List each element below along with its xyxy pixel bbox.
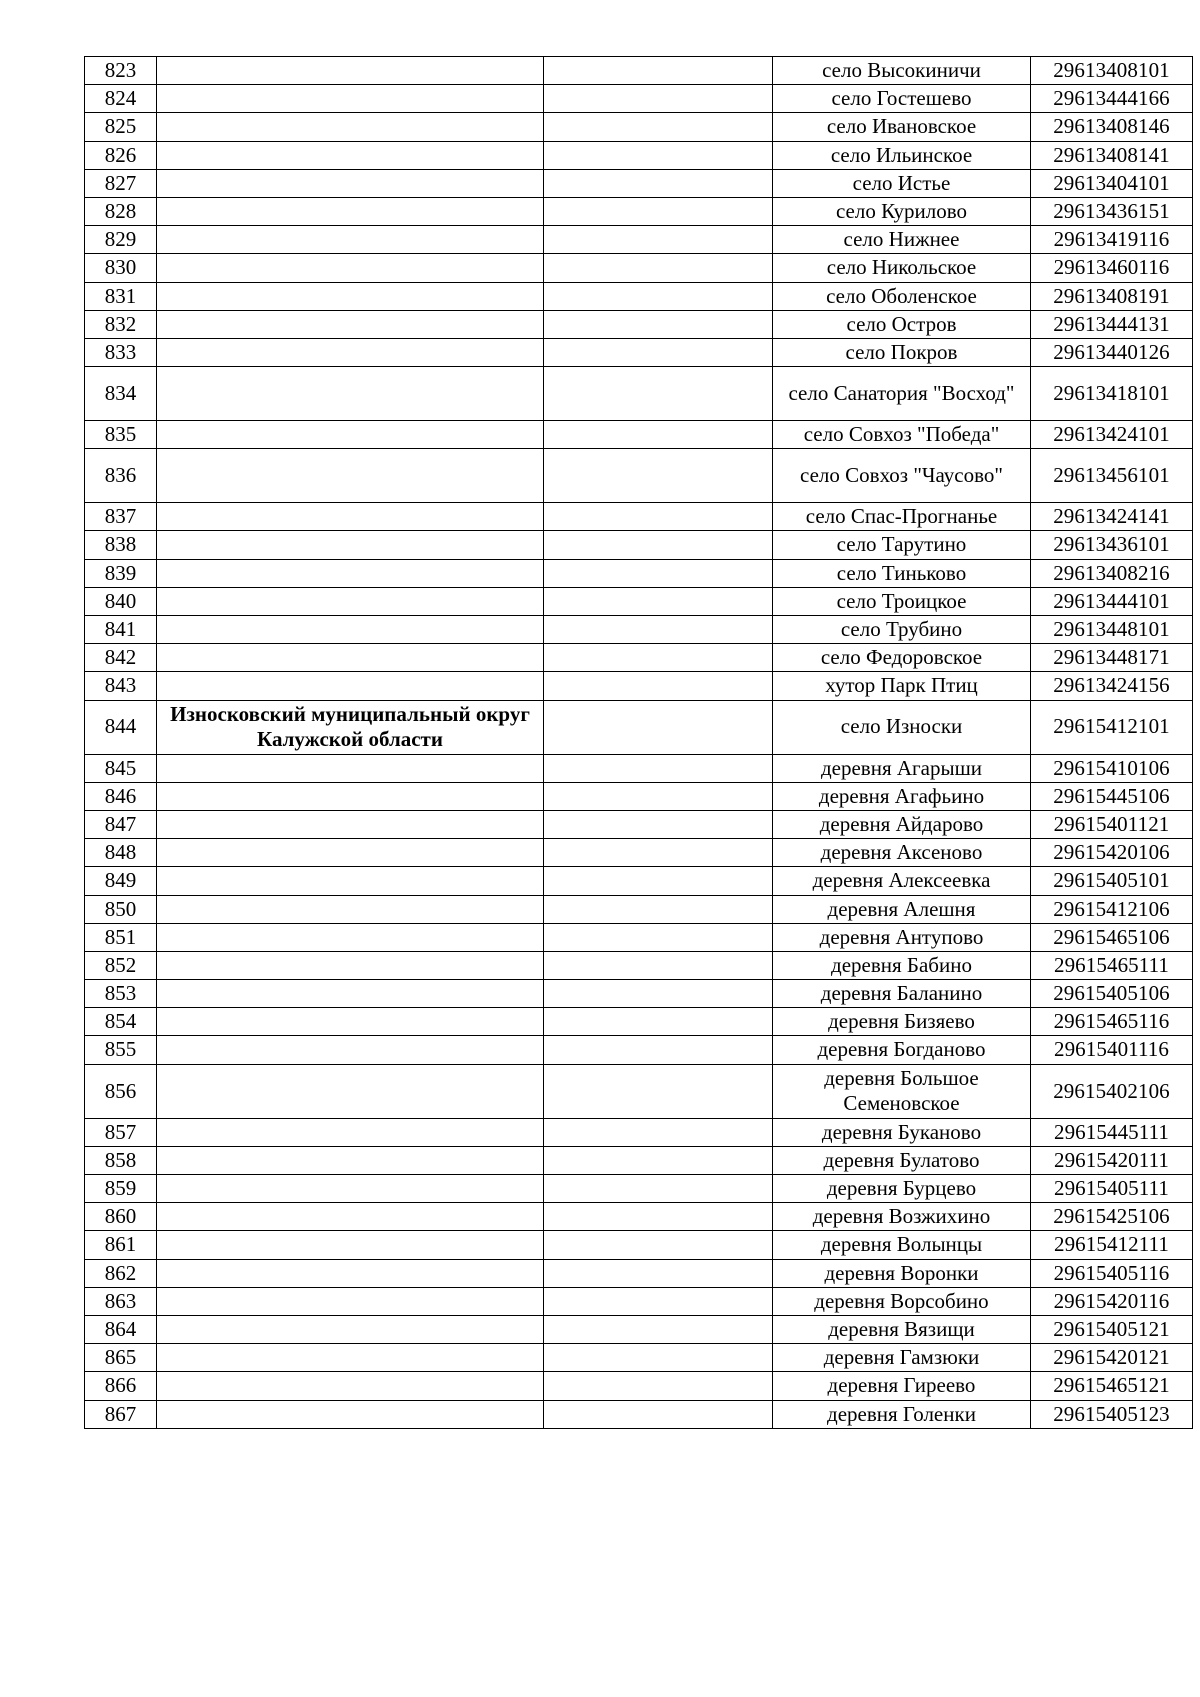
table-row xyxy=(85,1175,1193,1203)
empty-column-cell xyxy=(544,782,773,810)
row-number-cell: 839 xyxy=(85,559,157,587)
empty-column-cell xyxy=(544,1146,773,1174)
empty-column-cell xyxy=(544,1064,773,1118)
settlement-name-cell: село Курилово xyxy=(773,197,1031,225)
empty-column-cell xyxy=(544,113,773,141)
row-number-cell: 855 xyxy=(85,1036,157,1064)
row-number-cell: 846 xyxy=(85,782,157,810)
empty-column-cell xyxy=(544,338,773,366)
empty-column-cell xyxy=(544,141,773,169)
settlement-name-cell: деревня Агарыши xyxy=(773,754,1031,782)
row-number-cell: 830 xyxy=(85,254,157,282)
municipality-cell xyxy=(157,338,544,366)
empty-column-cell xyxy=(544,449,773,503)
empty-column-cell xyxy=(544,85,773,113)
empty-column-cell xyxy=(544,254,773,282)
settlement-name-cell: деревня Волынцы xyxy=(773,1231,1031,1259)
row-number-cell: 848 xyxy=(85,839,157,867)
empty-column-cell xyxy=(544,503,773,531)
row-number-cell: 838 xyxy=(85,531,157,559)
table-row xyxy=(85,810,1193,838)
row-number-cell: 847 xyxy=(85,810,157,838)
empty-column-cell xyxy=(544,1315,773,1343)
settlement-name-cell: деревня Вязищи xyxy=(773,1315,1031,1343)
municipality-cell xyxy=(157,113,544,141)
settlement-name-cell: деревня Булатово xyxy=(773,1146,1031,1174)
oktmo-code-cell: 29613444101 xyxy=(1031,587,1193,615)
empty-column-cell xyxy=(544,282,773,310)
oktmo-code-cell: 29615405123 xyxy=(1031,1400,1193,1428)
table-row xyxy=(85,367,1193,421)
empty-column-cell xyxy=(544,1203,773,1231)
empty-column-cell xyxy=(544,810,773,838)
table-row xyxy=(85,310,1193,338)
empty-column-cell xyxy=(544,1344,773,1372)
empty-column-cell xyxy=(544,923,773,951)
row-number-cell: 853 xyxy=(85,980,157,1008)
municipality-cell xyxy=(157,310,544,338)
municipality-cell xyxy=(157,421,544,449)
municipality-cell xyxy=(157,503,544,531)
table-row xyxy=(85,1287,1193,1315)
empty-column-cell xyxy=(544,1036,773,1064)
municipality-cell xyxy=(157,1231,544,1259)
settlement-name-cell: село Троицкое xyxy=(773,587,1031,615)
row-number-cell: 865 xyxy=(85,1344,157,1372)
empty-column-cell xyxy=(544,616,773,644)
oktmo-code-cell: 29615465116 xyxy=(1031,1008,1193,1036)
row-number-cell: 836 xyxy=(85,449,157,503)
table-row xyxy=(85,867,1193,895)
settlement-name-cell: деревня Возжихино xyxy=(773,1203,1031,1231)
settlement-name-cell: деревня Алексеевка xyxy=(773,867,1031,895)
settlement-name-cell: деревня Богданово xyxy=(773,1036,1031,1064)
empty-column-cell xyxy=(544,951,773,979)
settlement-name-cell: деревня Бабино xyxy=(773,951,1031,979)
municipality-cell xyxy=(157,254,544,282)
empty-column-cell xyxy=(544,531,773,559)
municipality-cell xyxy=(157,923,544,951)
municipality-cell xyxy=(157,1146,544,1174)
oktmo-code-cell: 29613408191 xyxy=(1031,282,1193,310)
settlement-name-cell: деревня Баланино xyxy=(773,980,1031,1008)
settlement-name-cell: село Совхоз "Чаусово" xyxy=(773,449,1031,503)
municipality-cell xyxy=(157,141,544,169)
table-row xyxy=(85,503,1193,531)
table-row xyxy=(85,1118,1193,1146)
municipality-cell xyxy=(157,587,544,615)
settlement-name-cell: деревня Голенки xyxy=(773,1400,1031,1428)
settlements-table-body xyxy=(85,57,1193,1429)
oktmo-code-cell: 29615412111 xyxy=(1031,1231,1193,1259)
municipality-cell xyxy=(157,1203,544,1231)
oktmo-code-cell: 29613436151 xyxy=(1031,197,1193,225)
empty-column-cell xyxy=(544,310,773,338)
table-row xyxy=(85,923,1193,951)
settlement-name-cell: деревня Антупово xyxy=(773,923,1031,951)
row-number-cell: 851 xyxy=(85,923,157,951)
empty-column-cell xyxy=(544,1259,773,1287)
settlement-name-cell: деревня Аксеново xyxy=(773,839,1031,867)
table-row xyxy=(85,1315,1193,1343)
empty-column-cell xyxy=(544,1287,773,1315)
row-number-cell: 860 xyxy=(85,1203,157,1231)
empty-column-cell xyxy=(544,839,773,867)
settlement-name-cell: село Истье xyxy=(773,169,1031,197)
municipality-cell xyxy=(157,1259,544,1287)
empty-column-cell xyxy=(544,672,773,700)
settlement-name-cell: деревня Бурцево xyxy=(773,1175,1031,1203)
row-number-cell: 824 xyxy=(85,85,157,113)
row-number-cell: 827 xyxy=(85,169,157,197)
table-row xyxy=(85,895,1193,923)
municipality-cell xyxy=(157,951,544,979)
empty-column-cell xyxy=(544,421,773,449)
table-row xyxy=(85,616,1193,644)
row-number-cell: 826 xyxy=(85,141,157,169)
oktmo-code-cell: 29615425106 xyxy=(1031,1203,1193,1231)
municipality-cell xyxy=(157,1118,544,1146)
row-number-cell: 862 xyxy=(85,1259,157,1287)
table-row xyxy=(85,1064,1193,1118)
municipality-cell xyxy=(157,1036,544,1064)
municipality-cell xyxy=(157,644,544,672)
table-row xyxy=(85,754,1193,782)
row-number-cell: 841 xyxy=(85,616,157,644)
row-number-cell: 854 xyxy=(85,1008,157,1036)
empty-column-cell xyxy=(544,226,773,254)
empty-column-cell xyxy=(544,587,773,615)
table-row xyxy=(85,587,1193,615)
row-number-cell: 864 xyxy=(85,1315,157,1343)
empty-column-cell xyxy=(544,559,773,587)
table-row xyxy=(85,421,1193,449)
municipality-cell xyxy=(157,754,544,782)
table-row xyxy=(85,1008,1193,1036)
settlement-name-cell: село Ильинское xyxy=(773,141,1031,169)
oktmo-code-cell: 29613408141 xyxy=(1031,141,1193,169)
municipality-cell xyxy=(157,1372,544,1400)
empty-column-cell xyxy=(544,700,773,754)
oktmo-code-cell: 29615420116 xyxy=(1031,1287,1193,1315)
empty-column-cell xyxy=(544,867,773,895)
row-number-cell: 828 xyxy=(85,197,157,225)
row-number-cell: 852 xyxy=(85,951,157,979)
oktmo-code-cell: 29613424141 xyxy=(1031,503,1193,531)
municipality-cell xyxy=(157,672,544,700)
settlement-name-cell: деревня Буканово xyxy=(773,1118,1031,1146)
empty-column-cell xyxy=(544,644,773,672)
settlement-name-cell: село Трубино xyxy=(773,616,1031,644)
oktmo-code-cell: 29613418101 xyxy=(1031,367,1193,421)
table-row xyxy=(85,1259,1193,1287)
settlement-name-cell: село Спас-Прогнанье xyxy=(773,503,1031,531)
oktmo-code-cell: 29615405116 xyxy=(1031,1259,1193,1287)
row-number-cell: 835 xyxy=(85,421,157,449)
oktmo-code-cell: 29615465121 xyxy=(1031,1372,1193,1400)
oktmo-code-cell: 29615420121 xyxy=(1031,1344,1193,1372)
row-number-cell: 861 xyxy=(85,1231,157,1259)
table-row xyxy=(85,449,1193,503)
settlement-name-cell: село Остров xyxy=(773,310,1031,338)
municipality-cell xyxy=(157,367,544,421)
settlement-name-cell: хутор Парк Птиц xyxy=(773,672,1031,700)
oktmo-code-cell: 29613408101 xyxy=(1031,57,1193,85)
row-number-cell: 843 xyxy=(85,672,157,700)
oktmo-code-cell: 29615401116 xyxy=(1031,1036,1193,1064)
table-row xyxy=(85,85,1193,113)
oktmo-code-cell: 29613456101 xyxy=(1031,449,1193,503)
oktmo-code-cell: 29615401121 xyxy=(1031,810,1193,838)
settlement-name-cell: село Нижнее xyxy=(773,226,1031,254)
oktmo-code-cell: 29613404101 xyxy=(1031,169,1193,197)
municipality-cell xyxy=(157,85,544,113)
row-number-cell: 829 xyxy=(85,226,157,254)
oktmo-code-cell: 29613408146 xyxy=(1031,113,1193,141)
settlements-table xyxy=(84,56,1193,1429)
empty-column-cell xyxy=(544,197,773,225)
table-row xyxy=(85,282,1193,310)
table-row xyxy=(85,141,1193,169)
oktmo-code-cell: 29615410106 xyxy=(1031,754,1193,782)
oktmo-code-cell: 29613424156 xyxy=(1031,672,1193,700)
empty-column-cell xyxy=(544,895,773,923)
row-number-cell: 859 xyxy=(85,1175,157,1203)
oktmo-code-cell: 29615465106 xyxy=(1031,923,1193,951)
table-row xyxy=(85,1400,1193,1428)
empty-column-cell xyxy=(544,1008,773,1036)
table-row xyxy=(85,1231,1193,1259)
row-number-cell: 840 xyxy=(85,587,157,615)
municipality-cell xyxy=(157,895,544,923)
oktmo-code-cell: 29613444166 xyxy=(1031,85,1193,113)
settlement-name-cell: деревня Айдарово xyxy=(773,810,1031,838)
settlement-name-cell: деревня Большое Семеновское xyxy=(773,1064,1031,1118)
settlement-name-cell: деревня Агафьино xyxy=(773,782,1031,810)
row-number-cell: 834 xyxy=(85,367,157,421)
settlement-name-cell: село Федоровское xyxy=(773,644,1031,672)
settlement-name-cell: село Износки xyxy=(773,700,1031,754)
empty-column-cell xyxy=(544,980,773,1008)
municipality-cell xyxy=(157,839,544,867)
row-number-cell: 850 xyxy=(85,895,157,923)
municipality-cell xyxy=(157,226,544,254)
municipality-cell xyxy=(157,1175,544,1203)
empty-column-cell xyxy=(544,367,773,421)
table-row xyxy=(85,113,1193,141)
oktmo-code-cell: 29615405121 xyxy=(1031,1315,1193,1343)
oktmo-code-cell: 29615420111 xyxy=(1031,1146,1193,1174)
table-row xyxy=(85,1036,1193,1064)
table-row xyxy=(85,839,1193,867)
municipality-cell xyxy=(157,1008,544,1036)
table-row xyxy=(85,1146,1193,1174)
oktmo-code-cell: 29613440126 xyxy=(1031,338,1193,366)
oktmo-code-cell: 29615402106 xyxy=(1031,1064,1193,1118)
municipality-cell xyxy=(157,980,544,1008)
oktmo-code-cell: 29615405111 xyxy=(1031,1175,1193,1203)
oktmo-code-cell: 29613448171 xyxy=(1031,644,1193,672)
table-row xyxy=(85,169,1193,197)
settlement-name-cell: деревня Алешня xyxy=(773,895,1031,923)
empty-column-cell xyxy=(544,1175,773,1203)
row-number-cell: 823 xyxy=(85,57,157,85)
oktmo-code-cell: 29615465111 xyxy=(1031,951,1193,979)
oktmo-code-cell: 29613419116 xyxy=(1031,226,1193,254)
table-row xyxy=(85,197,1193,225)
settlement-name-cell: село Тарутино xyxy=(773,531,1031,559)
settlement-name-cell: село Тиньково xyxy=(773,559,1031,587)
oktmo-code-cell: 29615412101 xyxy=(1031,700,1193,754)
settlement-name-cell: село Покров xyxy=(773,338,1031,366)
municipality-cell: Износковский муниципальный округ Калужской области xyxy=(157,700,544,754)
municipality-cell xyxy=(157,559,544,587)
settlement-name-cell: село Совхоз "Победа" xyxy=(773,421,1031,449)
municipality-cell xyxy=(157,867,544,895)
oktmo-code-cell: 29613444131 xyxy=(1031,310,1193,338)
settlement-name-cell: деревня Воронки xyxy=(773,1259,1031,1287)
oktmo-code-cell: 29613460116 xyxy=(1031,254,1193,282)
row-number-cell: 857 xyxy=(85,1118,157,1146)
row-number-cell: 867 xyxy=(85,1400,157,1428)
table-row xyxy=(85,644,1193,672)
table-row xyxy=(85,700,1193,754)
oktmo-code-cell: 29613436101 xyxy=(1031,531,1193,559)
municipality-cell xyxy=(157,1400,544,1428)
municipality-cell xyxy=(157,1344,544,1372)
table-row xyxy=(85,1203,1193,1231)
empty-column-cell xyxy=(544,57,773,85)
row-number-cell: 858 xyxy=(85,1146,157,1174)
oktmo-code-cell: 29615445106 xyxy=(1031,782,1193,810)
row-number-cell: 844 xyxy=(85,700,157,754)
municipality-cell xyxy=(157,782,544,810)
settlement-name-cell: село Гостешево xyxy=(773,85,1031,113)
settlement-name-cell: деревня Гиреево xyxy=(773,1372,1031,1400)
row-number-cell: 842 xyxy=(85,644,157,672)
empty-column-cell xyxy=(544,1400,773,1428)
table-row xyxy=(85,338,1193,366)
oktmo-code-cell: 29615405101 xyxy=(1031,867,1193,895)
table-row xyxy=(85,559,1193,587)
municipality-cell xyxy=(157,1064,544,1118)
row-number-cell: 849 xyxy=(85,867,157,895)
settlement-name-cell: село Ивановское xyxy=(773,113,1031,141)
oktmo-code-cell: 29615405106 xyxy=(1031,980,1193,1008)
settlement-name-cell: село Оболенское xyxy=(773,282,1031,310)
table-row xyxy=(85,782,1193,810)
municipality-cell xyxy=(157,169,544,197)
row-number-cell: 831 xyxy=(85,282,157,310)
municipality-cell xyxy=(157,1315,544,1343)
oktmo-code-cell: 29613424101 xyxy=(1031,421,1193,449)
municipality-cell xyxy=(157,810,544,838)
municipality-cell xyxy=(157,282,544,310)
oktmo-code-cell: 29613408216 xyxy=(1031,559,1193,587)
municipality-cell xyxy=(157,449,544,503)
municipality-cell xyxy=(157,57,544,85)
row-number-cell: 845 xyxy=(85,754,157,782)
empty-column-cell xyxy=(544,169,773,197)
oktmo-code-cell: 29613448101 xyxy=(1031,616,1193,644)
settlement-name-cell: деревня Бизяево xyxy=(773,1008,1031,1036)
table-row xyxy=(85,57,1193,85)
oktmo-code-cell: 29615412106 xyxy=(1031,895,1193,923)
row-number-cell: 832 xyxy=(85,310,157,338)
empty-column-cell xyxy=(544,1118,773,1146)
settlement-name-cell: деревня Ворсобино xyxy=(773,1287,1031,1315)
table-row xyxy=(85,980,1193,1008)
municipality-cell xyxy=(157,1287,544,1315)
municipality-cell xyxy=(157,531,544,559)
settlement-name-cell: село Никольское xyxy=(773,254,1031,282)
oktmo-code-cell: 29615445111 xyxy=(1031,1118,1193,1146)
row-number-cell: 863 xyxy=(85,1287,157,1315)
row-number-cell: 833 xyxy=(85,338,157,366)
empty-column-cell xyxy=(544,1372,773,1400)
table-row xyxy=(85,226,1193,254)
table-row xyxy=(85,1344,1193,1372)
settlement-name-cell: село Высокиничи xyxy=(773,57,1031,85)
row-number-cell: 866 xyxy=(85,1372,157,1400)
empty-column-cell xyxy=(544,1231,773,1259)
municipality-cell xyxy=(157,197,544,225)
row-number-cell: 837 xyxy=(85,503,157,531)
row-number-cell: 825 xyxy=(85,113,157,141)
table-row xyxy=(85,951,1193,979)
settlement-name-cell: деревня Гамзюки xyxy=(773,1344,1031,1372)
table-row xyxy=(85,531,1193,559)
municipality-cell xyxy=(157,616,544,644)
settlement-name-cell: село Санатория "Восход" xyxy=(773,367,1031,421)
table-row xyxy=(85,1372,1193,1400)
row-number-cell: 856 xyxy=(85,1064,157,1118)
table-row xyxy=(85,672,1193,700)
oktmo-code-cell: 29615420106 xyxy=(1031,839,1193,867)
table-row xyxy=(85,254,1193,282)
empty-column-cell xyxy=(544,754,773,782)
